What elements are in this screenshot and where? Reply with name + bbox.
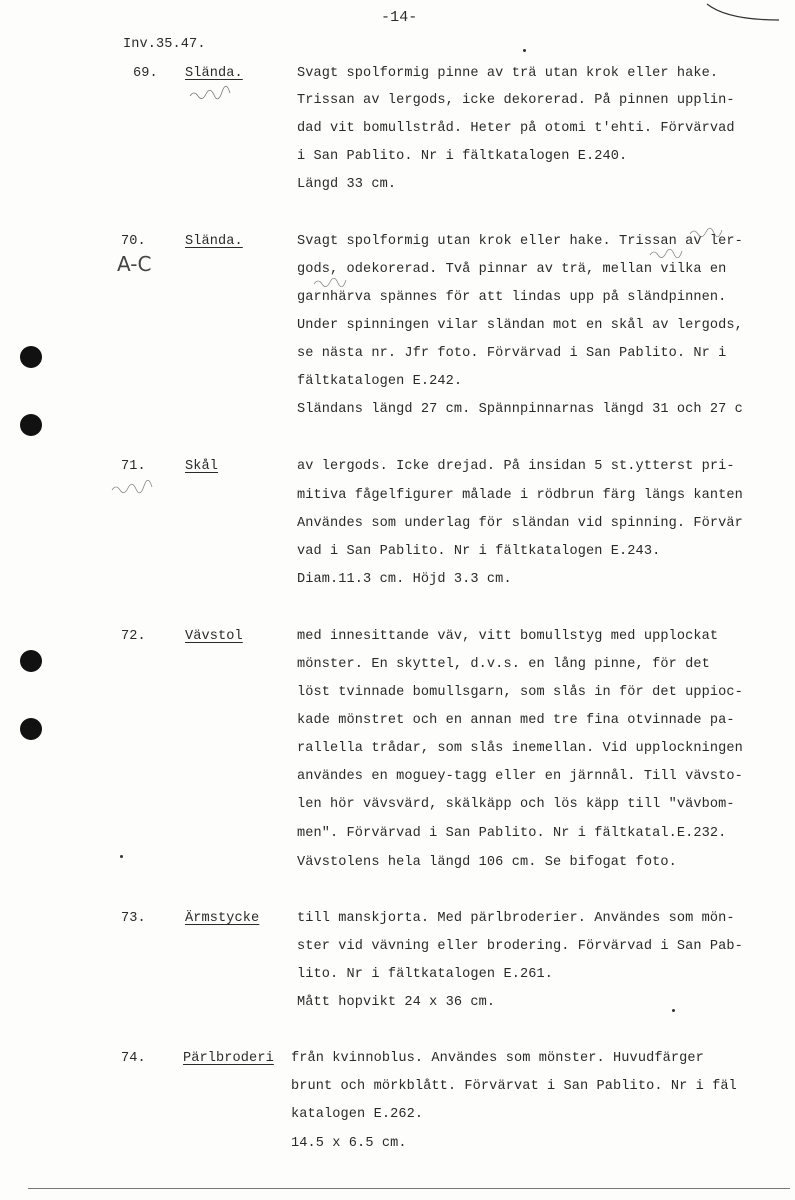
entry-line: Diam.11.3 cm. Höjd 3.3 cm. — [297, 572, 512, 587]
entry-number: 73. — [121, 911, 146, 926]
entry-line: brunt och mörkblått. Förvärvat i San Pablito. Nr i fäl — [291, 1079, 737, 1094]
entry-number: 70. — [121, 234, 146, 249]
entry-line: gods, odekorerad. Två pinnar av trä, mellan vilka en — [297, 262, 727, 277]
punch-hole — [20, 346, 42, 368]
entry-name: Ärmstycke — [185, 911, 260, 926]
pencil-scribble — [188, 86, 238, 100]
entry-name: Slända. — [185, 234, 243, 249]
entry-line: Längd 33 cm. — [297, 177, 397, 192]
entry-line: Trissan av lergods, icke dekorerad. På pinnen upplin- — [297, 93, 735, 108]
bottom-rule — [28, 1188, 790, 1189]
punch-hole — [20, 414, 42, 436]
entry-number: 69. — [133, 66, 158, 81]
entry-line: vad i San Pablito. Nr i fältkatalogen E.243. — [297, 544, 661, 559]
entry-name: Skål — [185, 459, 219, 474]
entry-line: mönster. En skyttel, d.v.s. en lång pinne, för det — [297, 657, 710, 672]
punch-hole — [20, 650, 42, 672]
corner-fold-mark — [705, 2, 785, 24]
entry-line: Vävstolens hela längd 106 cm. Se bifogat foto. — [297, 855, 677, 870]
entry-line: i San Pablito. Nr i fältkatalogen E.240. — [297, 149, 628, 164]
punch-hole — [20, 718, 42, 740]
entry-line: Användes som underlag för sländan vid spinning. Förvär — [297, 516, 743, 531]
entry-line: fältkatalogen E.242. — [297, 374, 463, 389]
entry-line: löst tvinnade bomullsgarn, som slås in för det uppioc- — [297, 685, 743, 700]
entry-line: garnhärva spännes för att lindas upp på sländpinnen. — [297, 290, 727, 305]
entry-line: mitiva fågelfigurer målade i rödbrun färg längs kanten — [297, 488, 743, 503]
entry-line: len hör vävsvärd, skälkäpp och lös käpp till "vävbom- — [297, 797, 735, 812]
entry-line: Under spinningen vilar sländan mot en skål av lergods, — [297, 318, 743, 333]
pencil-scribble — [110, 480, 160, 494]
ink-speck — [672, 1009, 675, 1012]
entry-name: Vävstol — [185, 629, 243, 644]
entry-line: katalogen E.262. — [291, 1107, 424, 1122]
entry-number: 71. — [121, 459, 146, 474]
entry-line: Sländans längd 27 cm. Spännpinnarnas längd 31 och 27 c — [297, 402, 743, 417]
entry-line: men". Förvärvad i San Pablito. Nr i fältkatal.E.232. — [297, 826, 727, 841]
entry-line: se nästa nr. Jfr foto. Förvärvad i San Pablito. Nr i — [297, 346, 727, 361]
entry-line: rallella trådar, som slås inemellan. Vid upplockningen — [297, 741, 743, 756]
entry-line: Svagt spolformig pinne av trä utan krok eller hake. — [297, 66, 719, 81]
entry-line: användes en moguey-tagg eller en järnnål. Till vävsto- — [297, 769, 743, 784]
ink-speck — [523, 49, 526, 52]
entry-line: 14.5 x 6.5 cm. — [291, 1136, 407, 1151]
page-number: -14- — [381, 9, 418, 26]
entry-line: lito. Nr i fältkatalogen E.261. — [297, 967, 553, 982]
entry-line: kade mönstret och en annan med tre fina otvinnade pa- — [297, 713, 735, 728]
entry-line: med innesittande väv, vitt bomullstyg med upplockat — [297, 629, 719, 644]
entry-name: Pärlbroderi — [183, 1051, 274, 1066]
entry-line: från kvinnoblus. Användes som mönster. Huvudfärger — [291, 1051, 704, 1066]
entry-line: dad vit bomullstråd. Heter på otomi t'ehti. Förvärvad — [297, 121, 735, 136]
entry-number: 72. — [121, 629, 146, 644]
entry-line: av lergods. Icke drejad. På insidan 5 st.ytterst pri- — [297, 459, 735, 474]
entry-number: 74. — [121, 1051, 146, 1066]
entry-line: till manskjorta. Med pärlbroderier. Användes som mön- — [297, 911, 735, 926]
entry-line: Mått hopvikt 24 x 36 cm. — [297, 995, 496, 1010]
entry-line: Svagt spolformig utan krok eller hake. Trissan av ler- — [297, 234, 743, 249]
inventory-reference: Inv.35.47. — [123, 37, 206, 52]
ink-speck — [120, 855, 123, 858]
handwritten-margin-mark: A-C — [117, 252, 152, 276]
entry-line: ster vid vävning eller brodering. Förvärvad i San Pab- — [297, 939, 743, 954]
entry-name: Slända. — [185, 66, 243, 81]
